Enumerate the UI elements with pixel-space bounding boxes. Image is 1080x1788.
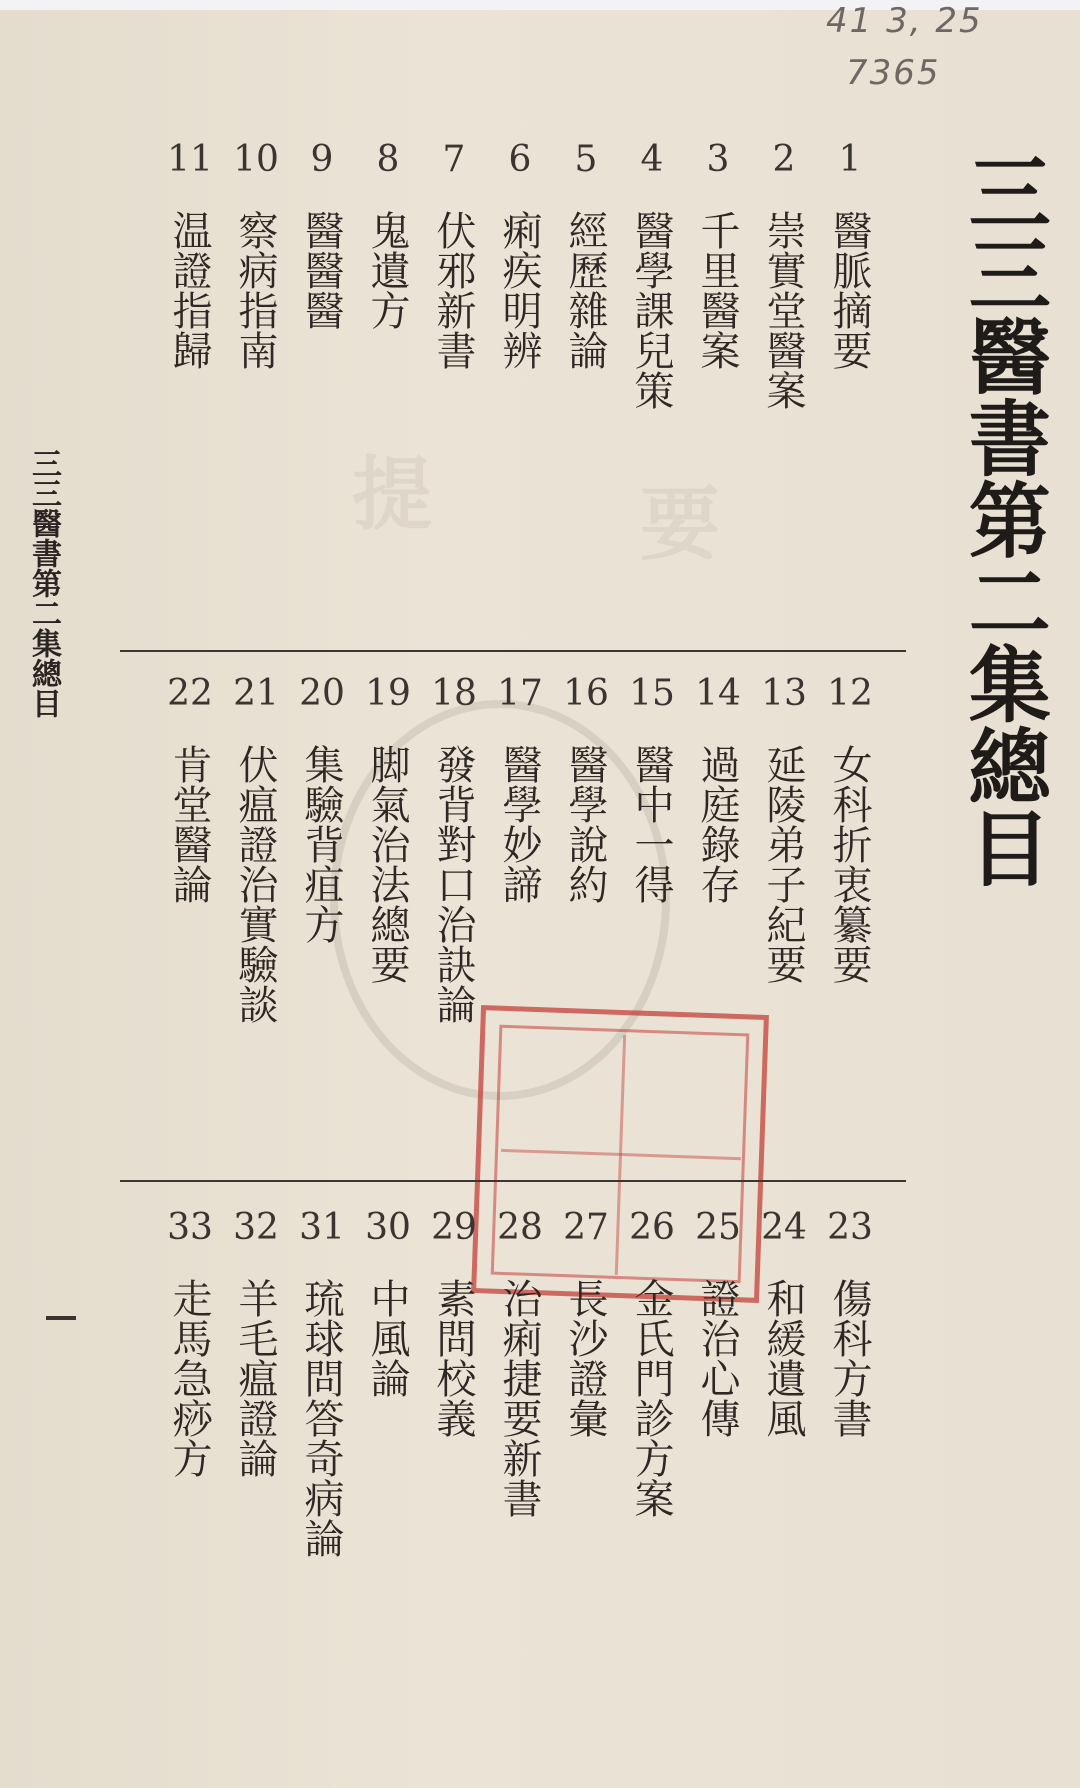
entry-title: 醫學說約 <box>562 744 608 904</box>
bleed-through-mark: 要 <box>640 477 720 571</box>
entry-number: 33 <box>167 1207 213 1248</box>
entry-number: 3 <box>706 139 730 180</box>
page-title: 三三醫書第二集總目 <box>955 150 1052 888</box>
red-seal-stamp <box>471 1005 769 1303</box>
entry-title: 琉球問答奇病論 <box>298 1278 344 1558</box>
entry-title: 脚氣治法總要 <box>364 744 410 984</box>
entry-title: 醫中一得 <box>628 744 674 904</box>
entry-title: 女科折衷纂要 <box>826 744 872 984</box>
entry-title: 痢疾明辨 <box>496 210 542 370</box>
entry-title: 發背對口治訣論 <box>430 744 476 1024</box>
entry-title: 察病指南 <box>232 210 278 370</box>
entry-title: 中風論 <box>364 1278 410 1398</box>
entry-title: 長沙證彙 <box>562 1278 608 1438</box>
document-page <box>0 1 1080 1788</box>
entry-title: 羊毛瘟證論 <box>232 1278 278 1478</box>
entry-number: 15 <box>629 673 675 714</box>
entry-number: 6 <box>508 139 532 180</box>
entry-number: 1 <box>838 139 862 180</box>
entry-title: 伏邪新書 <box>430 210 476 370</box>
handwritten-catalog-number-1: 41 3, 25 <box>826 1 983 41</box>
entry-number: 20 <box>299 673 345 714</box>
entry-number: 27 <box>563 1207 609 1248</box>
entry-title: 經歷雜論 <box>562 210 608 370</box>
entry-title: 醫醫醫 <box>298 210 344 330</box>
entry-number: 21 <box>233 673 279 714</box>
entry-number: 16 <box>563 673 609 714</box>
entry-number: 29 <box>431 1207 477 1248</box>
entry-number: 31 <box>299 1207 345 1248</box>
entry-number: 12 <box>827 673 873 714</box>
entry-title: 醫學課兒策 <box>628 210 674 410</box>
entry-number: 22 <box>167 673 213 714</box>
entry-number: 17 <box>497 673 543 714</box>
entry-title: 温證指歸 <box>166 210 212 370</box>
entry-title: 證治心傳 <box>694 1278 740 1438</box>
entry-number: 28 <box>497 1207 543 1248</box>
entry-title: 傷科方書 <box>826 1278 872 1438</box>
entry-number: 23 <box>827 1207 873 1248</box>
entry-number: 8 <box>376 139 400 180</box>
page-number <box>46 1316 76 1320</box>
entry-title: 伏瘟證治實驗談 <box>232 744 278 1024</box>
entry-title: 肯堂醫論 <box>166 744 212 904</box>
entry-title: 延陵弟子紀要 <box>760 744 806 984</box>
entry-number: 7 <box>442 139 466 180</box>
entry-title: 千里醫案 <box>694 210 740 370</box>
entry-number: 24 <box>761 1207 807 1248</box>
running-head: 三三醫書第二集總目 <box>26 448 61 718</box>
bleed-through-mark: 提 <box>352 447 432 541</box>
entry-title: 醫脈摘要 <box>826 210 872 370</box>
entry-title: 崇實堂醫案 <box>760 210 806 410</box>
section-divider <box>120 1180 906 1182</box>
entry-number: 18 <box>431 673 477 714</box>
entry-number: 26 <box>629 1207 675 1248</box>
entry-title: 鬼遺方 <box>364 210 410 330</box>
entry-number: 13 <box>761 673 807 714</box>
entry-title: 金氏門診方案 <box>628 1278 674 1518</box>
entry-title: 醫學妙諦 <box>496 744 542 904</box>
entry-number: 25 <box>695 1207 741 1248</box>
entry-number: 14 <box>695 673 741 714</box>
entry-title: 過庭錄存 <box>694 744 740 904</box>
handwritten-catalog-number-2: 7365 <box>846 53 941 93</box>
entry-title: 和緩遺風 <box>760 1278 806 1438</box>
entry-title: 治痢捷要新書 <box>496 1278 542 1518</box>
entry-number: 4 <box>640 139 664 180</box>
entry-number: 10 <box>233 139 279 180</box>
entry-number: 9 <box>310 139 334 180</box>
entry-title: 走馬急痧方 <box>166 1278 212 1478</box>
entry-title: 集驗背疽方 <box>298 744 344 944</box>
entry-number: 32 <box>233 1207 279 1248</box>
entry-number: 19 <box>365 673 411 714</box>
entry-number: 5 <box>574 139 598 180</box>
section-divider <box>120 650 906 652</box>
entry-number: 11 <box>167 139 213 180</box>
entry-number: 30 <box>365 1207 411 1248</box>
entry-title: 素問校義 <box>430 1278 476 1438</box>
entry-number: 2 <box>772 139 796 180</box>
